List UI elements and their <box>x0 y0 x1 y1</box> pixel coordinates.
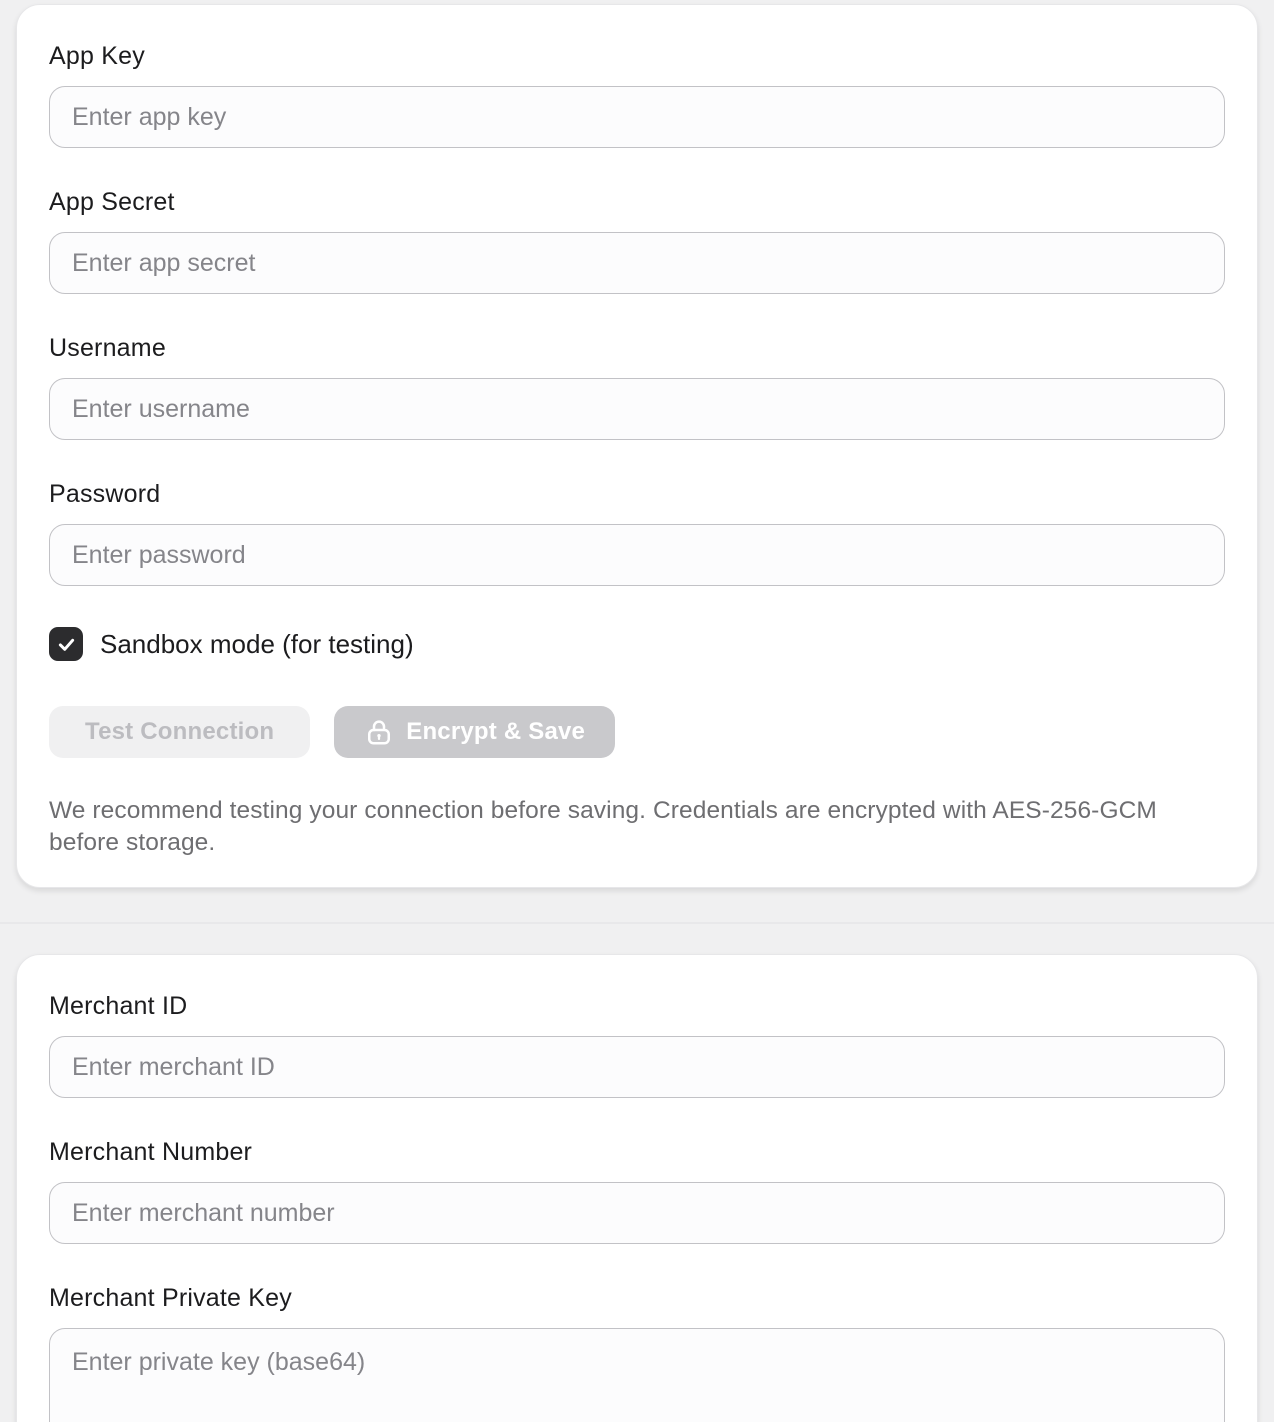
merchant-private-key-label: Merchant Private Key <box>49 1284 292 1312</box>
username-label: Username <box>49 334 166 362</box>
app-key-input[interactable] <box>49 86 1225 148</box>
section-divider <box>0 922 1274 924</box>
app-key-field <box>49 41 1225 148</box>
settings-page <box>0 4 1274 1422</box>
checkmark-icon <box>56 634 77 655</box>
lock-icon <box>364 717 394 747</box>
app-secret-field <box>49 187 1225 294</box>
merchant-id-label: Merchant ID <box>49 992 188 1020</box>
app-key-label: App Key <box>49 42 145 70</box>
password-field <box>49 479 1225 586</box>
password-input[interactable] <box>49 524 1225 586</box>
app-secret-input[interactable] <box>49 232 1225 294</box>
action-button-row <box>49 706 1225 758</box>
merchant-id-field <box>49 991 1225 1098</box>
encrypt-save-label: Encrypt & Save <box>406 718 586 745</box>
encrypt-save-button[interactable] <box>334 706 615 758</box>
test-connection-button[interactable]: Test Connection <box>49 706 310 758</box>
merchant-number-field <box>49 1137 1225 1244</box>
merchant-number-label: Merchant Number <box>49 1138 253 1166</box>
sandbox-mode-checkbox[interactable] <box>49 627 1225 661</box>
merchant-card <box>16 954 1258 1422</box>
app-secret-label: App Secret <box>49 188 175 216</box>
credentials-card <box>16 4 1258 888</box>
merchant-id-input[interactable] <box>49 1036 1225 1098</box>
merchant-number-input[interactable] <box>49 1182 1225 1244</box>
merchant-private-key-field <box>49 1283 1225 1422</box>
merchant-private-key-textarea[interactable] <box>49 1328 1225 1422</box>
username-input[interactable] <box>49 378 1225 440</box>
encryption-helper-text: We recommend testing your connection before saving. Credentials are encrypted with AES-256-GCM before storage. <box>49 797 1157 856</box>
checkbox-checked-box[interactable] <box>49 627 83 661</box>
username-field <box>49 333 1225 440</box>
sandbox-mode-label: Sandbox mode (for testing) <box>100 628 414 659</box>
password-label: Password <box>49 480 161 508</box>
